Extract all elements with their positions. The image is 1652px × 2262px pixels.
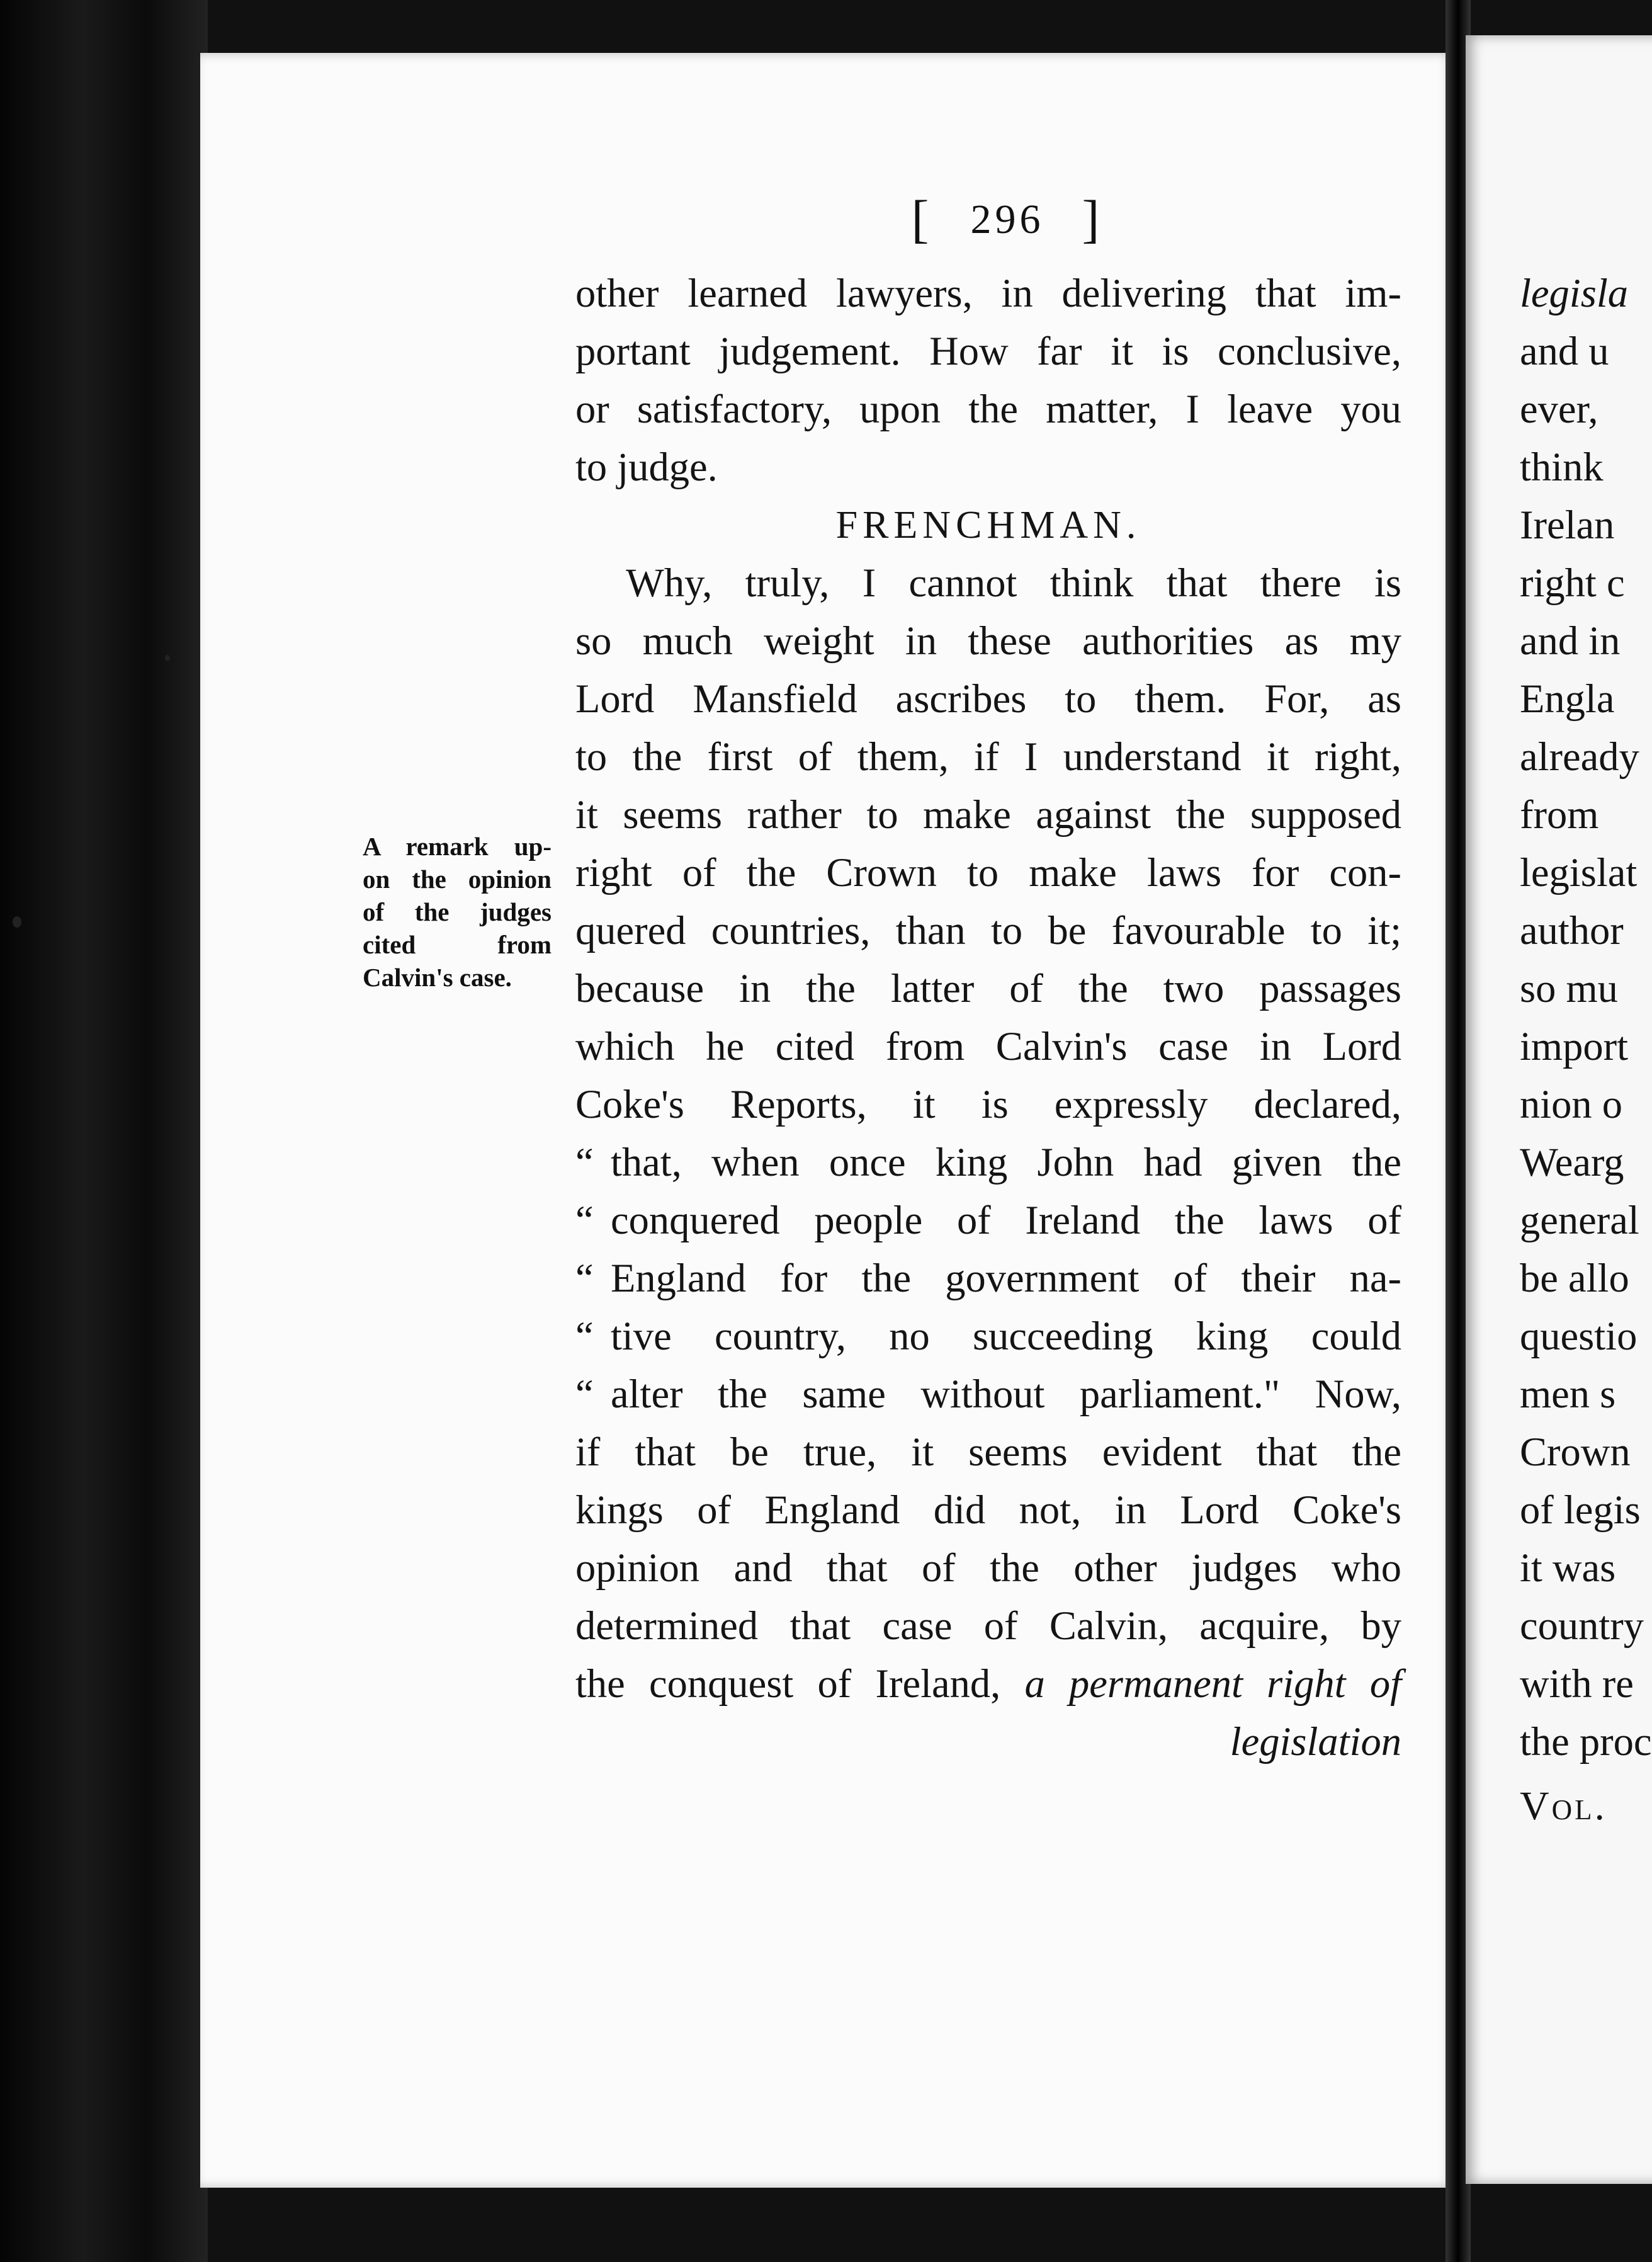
line-text: the conquest of Ireland, — [575, 1661, 1001, 1706]
line-text: conquered people of Ireland the laws of — [611, 1198, 1401, 1242]
right-page-line: be allo — [1520, 1256, 1629, 1300]
text-line — [575, 1191, 1401, 1249]
right-page-line: Engla — [1520, 676, 1615, 721]
text-line: opinion and that of the other judges who — [575, 1545, 1401, 1590]
right-page-line: with re — [1520, 1661, 1634, 1706]
right-page-line: nion o — [1520, 1082, 1623, 1127]
text-line: right of the Crown to make laws for con- — [575, 850, 1401, 895]
right-page-line: Wearg — [1520, 1140, 1624, 1185]
margin-note-line: on the opinion — [363, 865, 552, 894]
text-line: to the first of them, if I understand it right, — [575, 734, 1401, 779]
right-page-line: Irelan — [1520, 503, 1615, 547]
right-page-line: country — [1520, 1603, 1644, 1648]
right-page-line: of legis — [1520, 1487, 1641, 1532]
line-text: that, when once king John had given the — [611, 1140, 1401, 1185]
text-line: other learned lawyers, in delivering that im- — [575, 271, 1401, 315]
right-page-line: the proc — [1520, 1719, 1652, 1764]
text-line: Lord Mansfield ascribes to them. For, as — [575, 676, 1401, 721]
line-text: England for the government of their na- — [611, 1256, 1401, 1300]
margin-note — [363, 830, 552, 994]
text-line: Why, truly, I cannot think that there is — [626, 560, 1401, 605]
margin-note-line: A remark up- — [363, 832, 552, 861]
quotation-mark: “ — [575, 1256, 594, 1300]
text-line: quered countries, than to be favourable to it; — [575, 908, 1401, 953]
text-line: Coke's Reports, it is expressly declared, — [575, 1082, 1401, 1127]
ink-speck — [13, 916, 21, 928]
text-line: because in the latter of the two passages — [575, 966, 1401, 1011]
text-line: so much weight in these authorities as my — [575, 618, 1401, 663]
margin-note-line: of the judges — [363, 897, 552, 926]
right-page-line: from — [1520, 792, 1599, 837]
right-page-line: import — [1520, 1024, 1628, 1069]
margin-note-line: cited from — [363, 930, 552, 959]
right-page-line: general — [1520, 1198, 1639, 1242]
right-page-line: Crown — [1520, 1429, 1631, 1474]
section-heading: FRENCHMAN. — [835, 504, 1141, 547]
margin-note-line: Calvin's case. — [363, 963, 512, 992]
text-line: kings of England did not, in Lord Coke's — [575, 1487, 1401, 1532]
text-line: if that be true, it seems evident that the — [575, 1429, 1401, 1474]
quotation-mark: “ — [575, 1140, 594, 1185]
right-page-line: think — [1520, 445, 1604, 489]
text-line: portant judgement. How far it is conclusive, — [575, 329, 1401, 373]
header-right-bracket: ] — [1082, 190, 1104, 249]
text-line: it seems rather to make against the supposed — [575, 792, 1401, 837]
text-line: to judge. — [575, 445, 718, 489]
quotation-mark: “ — [575, 1198, 594, 1242]
right-page-line: it was — [1520, 1545, 1616, 1590]
right-page-line: so mu — [1520, 966, 1618, 1011]
right-page-line: and in — [1520, 618, 1621, 663]
right-page-line: men s — [1520, 1372, 1616, 1416]
right-page-line: author — [1520, 908, 1624, 953]
page-number: 296 — [970, 196, 1044, 242]
book-binding — [0, 0, 208, 2262]
right-page-line: legislat — [1520, 850, 1638, 895]
text-line: which he cited from Calvin's case in Lord — [575, 1024, 1401, 1069]
text-line: or satisfactory, upon the matter, I leave you — [575, 387, 1401, 431]
line-text: tive country, no succeeding king could — [611, 1314, 1401, 1358]
right-page-line: already — [1520, 734, 1639, 779]
text-line — [575, 1307, 1401, 1365]
quotation-mark: “ — [575, 1314, 594, 1358]
right-page-line: right c — [1520, 560, 1625, 605]
catchword: legislation — [1230, 1719, 1401, 1764]
right-page-line: ever, — [1520, 387, 1598, 431]
quotation-mark: “ — [575, 1372, 594, 1416]
text-line — [575, 1655, 1401, 1713]
page-header — [881, 189, 1133, 250]
body-text — [575, 264, 1401, 1771]
text-line — [575, 1365, 1401, 1423]
right-page-line: questio — [1520, 1314, 1638, 1358]
right-page-line: and u — [1520, 329, 1609, 373]
italic-phrase: a permanent right of — [1024, 1661, 1401, 1706]
right-page-text — [1520, 264, 1652, 1835]
right-page-line: legisla — [1520, 271, 1628, 315]
ink-speck — [165, 655, 170, 661]
text-line — [575, 1249, 1401, 1307]
header-left-bracket: [ — [911, 190, 933, 249]
text-line — [575, 1134, 1401, 1191]
line-text: alter the same without parliament." Now, — [611, 1372, 1401, 1416]
text-line: determined that case of Calvin, acquire, by — [575, 1603, 1401, 1648]
right-page-line: Vol. — [1520, 1783, 1607, 1828]
